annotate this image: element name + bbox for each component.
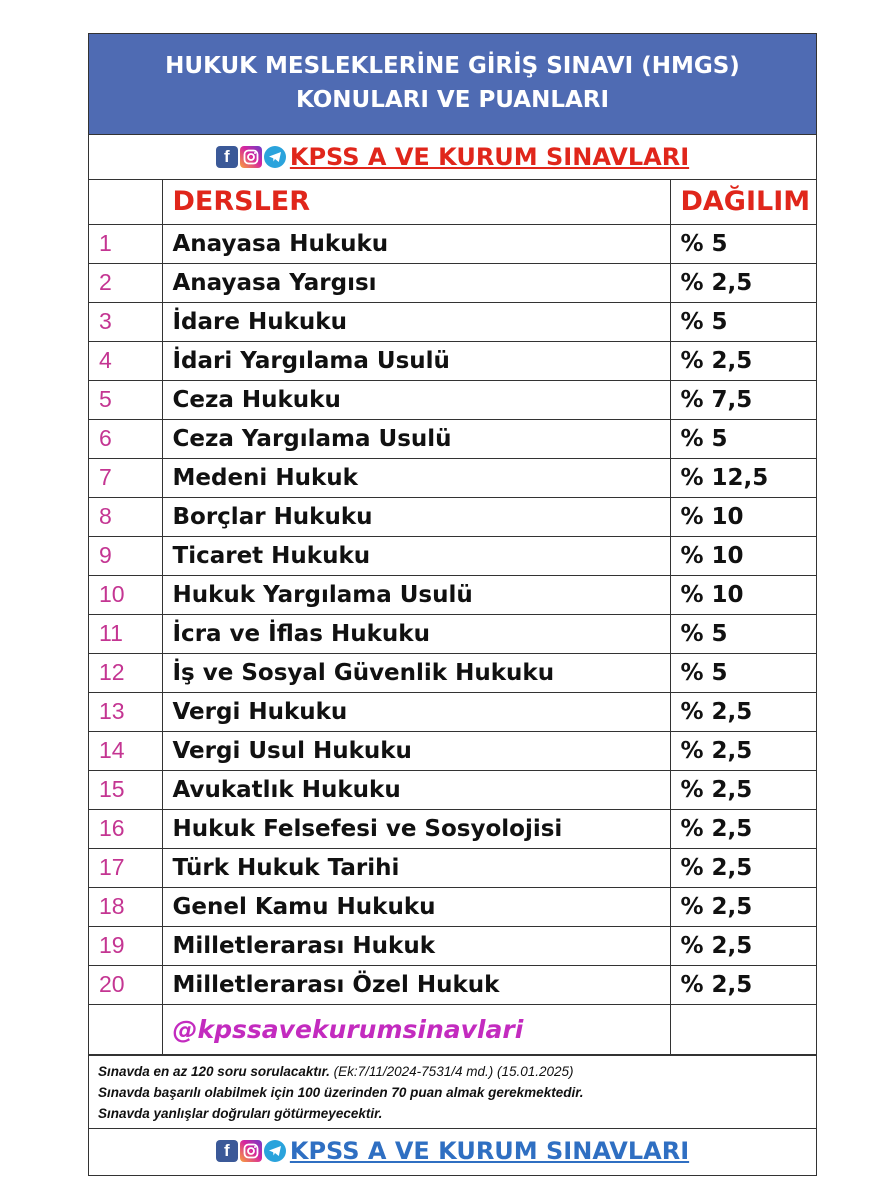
- row-percentage: % 2,5: [670, 341, 816, 380]
- row-number: 7: [89, 458, 162, 497]
- facebook-icon[interactable]: f: [216, 146, 238, 168]
- handle-cell: [162, 1004, 670, 1054]
- row-number: 18: [89, 887, 162, 926]
- row-percentage: % 10: [670, 575, 816, 614]
- table-row: [89, 536, 816, 575]
- table-row: [89, 380, 816, 419]
- row-number: 10: [89, 575, 162, 614]
- row-percentage: % 2,5: [670, 263, 816, 302]
- row-percentage: % 2,5: [670, 692, 816, 731]
- row-subject: İdari Yargılama Usulü: [162, 341, 670, 380]
- table-header-row: [89, 180, 816, 224]
- row-subject: Vergi Usul Hukuku: [162, 731, 670, 770]
- row-percentage: % 5: [670, 224, 816, 263]
- note-1-main: Sınavda en az 120 soru sorulacaktır.: [98, 1063, 334, 1079]
- table-row: [89, 614, 816, 653]
- instagram-icon[interactable]: [240, 146, 262, 168]
- telegram-icon[interactable]: [264, 146, 286, 168]
- banner-link[interactable]: KPSS A VE KURUM SINAVLARI: [289, 1136, 690, 1165]
- row-number: 6: [89, 419, 162, 458]
- row-number: 9: [89, 536, 162, 575]
- row-percentage: % 2,5: [670, 887, 816, 926]
- social-handle[interactable]: @kpssavekurumsinavlari: [172, 1014, 524, 1044]
- row-percentage: % 7,5: [670, 380, 816, 419]
- title-line-2: KONULARI VE PUANLARI: [295, 87, 610, 113]
- title-line-1: HUKUK MESLEKLERİNE GİRİŞ SINAVI (HMGS): [165, 53, 740, 79]
- handle-empty-cell: [670, 1004, 816, 1054]
- header-dersler: DERSLER: [162, 180, 670, 224]
- note-1: [98, 1061, 808, 1082]
- row-subject: Vergi Hukuku: [162, 692, 670, 731]
- row-number: 19: [89, 926, 162, 965]
- table-row: [89, 731, 816, 770]
- row-subject: Türk Hukuk Tarihi: [162, 848, 670, 887]
- row-subject: İdare Hukuku: [162, 302, 670, 341]
- row-number: 17: [89, 848, 162, 887]
- table-row: [89, 419, 816, 458]
- facebook-icon[interactable]: f: [216, 1140, 238, 1162]
- row-subject: İş ve Sosyal Güvenlik Hukuku: [162, 653, 670, 692]
- row-subject: Hukuk Felsefesi ve Sosyolojisi: [162, 809, 670, 848]
- table-row: [89, 848, 816, 887]
- hmgs-sheet: [88, 33, 817, 1176]
- row-subject: Anayasa Hukuku: [162, 224, 670, 263]
- note-3: Sınavda yanlışlar doğruları götürmeyecektir.: [98, 1105, 383, 1121]
- row-number: 3: [89, 302, 162, 341]
- table-row: [89, 497, 816, 536]
- table-row: [89, 302, 816, 341]
- row-number: 16: [89, 809, 162, 848]
- row-percentage: % 2,5: [670, 809, 816, 848]
- row-percentage: % 2,5: [670, 926, 816, 965]
- social-icons: [216, 1140, 286, 1162]
- table-row: [89, 887, 816, 926]
- row-subject: Milletlerarası Hukuk: [162, 926, 670, 965]
- table-row: [89, 263, 816, 302]
- row-number: 13: [89, 692, 162, 731]
- row-number: 15: [89, 770, 162, 809]
- row-percentage: % 5: [670, 614, 816, 653]
- row-subject: Ceza Hukuku: [162, 380, 670, 419]
- row-number: 2: [89, 263, 162, 302]
- row-number: 8: [89, 497, 162, 536]
- row-subject: Medeni Hukuk: [162, 458, 670, 497]
- row-percentage: % 2,5: [670, 770, 816, 809]
- social-icons: [216, 146, 286, 168]
- subjects-table: [89, 180, 816, 1055]
- notes: [89, 1055, 816, 1129]
- table-row: [89, 770, 816, 809]
- row-percentage: % 10: [670, 536, 816, 575]
- banner-link[interactable]: KPSS A VE KURUM SINAVLARI: [289, 143, 690, 171]
- instagram-icon[interactable]: [240, 1140, 262, 1162]
- note-2: Sınavda başarılı olabilmek için 100 üzerinden 70 puan almak gerekmektedir.: [98, 1084, 584, 1100]
- bottom-banner: [89, 1129, 816, 1173]
- table-row: [89, 809, 816, 848]
- table-row: [89, 692, 816, 731]
- top-banner: [89, 135, 816, 180]
- row-number: 14: [89, 731, 162, 770]
- row-percentage: % 2,5: [670, 965, 816, 1004]
- row-percentage: % 5: [670, 419, 816, 458]
- row-percentage: % 5: [670, 302, 816, 341]
- row-subject: İcra ve İflas Hukuku: [162, 614, 670, 653]
- row-subject: Milletlerarası Özel Hukuk: [162, 965, 670, 1004]
- row-subject: Ticaret Hukuku: [162, 536, 670, 575]
- page-title: [89, 34, 816, 135]
- header-dagilim: DAĞILIM: [670, 180, 816, 224]
- handle-row: [89, 1004, 816, 1054]
- row-number: 5: [89, 380, 162, 419]
- table-row: [89, 458, 816, 497]
- row-subject: Ceza Yargılama Usulü: [162, 419, 670, 458]
- table-row: [89, 965, 816, 1004]
- telegram-icon[interactable]: [264, 1140, 286, 1162]
- row-subject: Anayasa Yargısı: [162, 263, 670, 302]
- row-subject: Borçlar Hukuku: [162, 497, 670, 536]
- row-subject: Avukatlık Hukuku: [162, 770, 670, 809]
- header-no: [89, 180, 162, 224]
- table-row: [89, 224, 816, 263]
- row-number: 11: [89, 614, 162, 653]
- row-number: 1: [89, 224, 162, 263]
- row-number: 20: [89, 965, 162, 1004]
- row-percentage: % 10: [670, 497, 816, 536]
- row-number: 12: [89, 653, 162, 692]
- row-percentage: % 2,5: [670, 731, 816, 770]
- row-subject: Genel Kamu Hukuku: [162, 887, 670, 926]
- row-percentage: % 2,5: [670, 848, 816, 887]
- row-percentage: % 12,5: [670, 458, 816, 497]
- row-number: 4: [89, 341, 162, 380]
- table-row: [89, 926, 816, 965]
- table-row: [89, 653, 816, 692]
- note-1-ref: (Ek:7/11/2024-7531/4 md.) (15.01.2025): [333, 1063, 574, 1079]
- handle-empty-cell: [89, 1004, 162, 1054]
- row-percentage: % 5: [670, 653, 816, 692]
- table-row: [89, 341, 816, 380]
- row-subject: Hukuk Yargılama Usulü: [162, 575, 670, 614]
- table-row: [89, 575, 816, 614]
